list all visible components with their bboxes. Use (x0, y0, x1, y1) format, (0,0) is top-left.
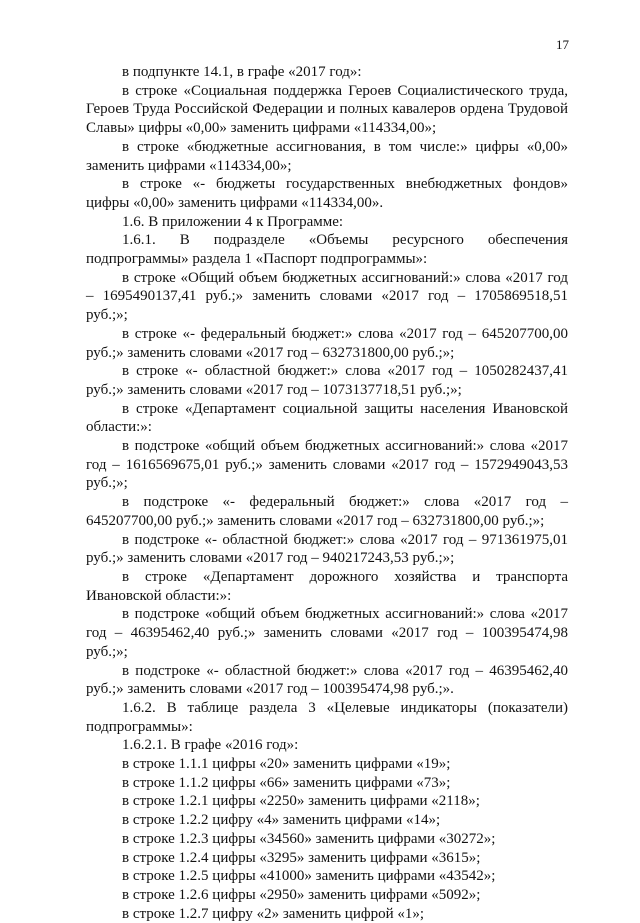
paragraph: в строке «Департамент социальной защиты населения Ивановской области:»: (86, 400, 568, 436)
paragraph: в подстроке «- федеральный бюджет:» слова «2017 год – 645207700,00 руб.;» заменить словами «2017 год – 632731800,00 руб.;»; (86, 494, 568, 529)
paragraph: в строке 1.2.4 цифры «3295» заменить цифрами «3615»; (122, 849, 481, 866)
page-number: 17 (556, 37, 569, 52)
paragraph: в строке 1.2.2 цифру «4» заменить цифрами «14»; (122, 812, 441, 829)
paragraph: в строке 1.2.6 цифры «2950» заменить цифрами «5092»; (122, 886, 481, 903)
paragraph: в подстроке «общий объем бюджетных ассигнований:» слова «2017 год – 1616569675,01 руб.;» заменить словами «2017 год – 1572949043,53 руб.;»; (86, 438, 568, 492)
paragraph: в строке 1.1.2 цифры «66» заменить цифрами «73»; (122, 774, 451, 791)
paragraph: в строке «- областной бюджет:» слова «2017 год – 1050282437,41 руб.;» заменить словами «2017 год – 1073137718,51 руб.;»; (86, 363, 568, 398)
paragraph: в строке «- бюджеты государственных внебюджетных фондов» цифры «0,00» заменить цифрами «114334,00». (86, 176, 568, 211)
paragraph: в строке 1.2.7 цифру «2» заменить цифрой «1»; (122, 905, 425, 922)
paragraph: в подстроке «общий объем бюджетных ассигнований:» слова «2017 год – 46395462,40 руб.;» заменить словами «2017 год – 100395474,98 руб.;»; (86, 606, 568, 660)
paragraph: 1.6.2. В таблице раздела 3 «Целевые индикаторы (показатели) подпрограммы»: (86, 699, 568, 735)
paragraph: в подстроке «- областной бюджет:» слова «2017 год – 971361975,01 руб.;» заменить словами «2017 год – 940217243,53 руб.;»; (86, 531, 568, 567)
paragraph: в подстроке «- областной бюджет:» слова «2017 год – 46395462,40 руб.;» заменить словами «2017 год – 100395474,98 руб.;». (86, 662, 568, 698)
paragraph: в строке «Общий объем бюджетных ассигнований:» слова «2017 год – 1695490137,41 руб.;» заменить словами «2017 год – 1705869518,51 руб.;»; (86, 269, 568, 324)
paragraph: 1.6.2.1. В графе «2016 год»: (122, 737, 299, 754)
paragraph: в строке «- федеральный бюджет:» слова «2017 год – 645207700,00 руб.;» заменить словами «2017 год – 632731800,00 руб.;»; (86, 325, 568, 361)
paragraph: в строке 1.1.1 цифры «20» заменить цифрами «19»; (122, 756, 451, 773)
paragraph: в строке 1.2.5 цифры «41000» заменить цифрами «43542»; (122, 868, 496, 885)
document-body (86, 63, 568, 923)
paragraph: 1.6. В приложении 4 к Программе: (122, 213, 344, 230)
paragraph: в строке «Департамент дорожного хозяйства и транспорта Ивановской области:»: (86, 568, 568, 604)
paragraph: в строке «Социальная поддержка Героев Социалистического труда, Героев Труда Российской Федерации и полных кавалеров ордена Трудовой Славы» цифры «0,00» заменить цифрами «114334,00»; (86, 82, 568, 137)
paragraph: в строке 1.2.3 цифры «34560» заменить цифрами «30272»; (122, 830, 496, 847)
paragraph: в строке 1.2.1 цифры «2250» заменить цифрами «2118»; (122, 793, 480, 810)
paragraph: в строке «бюджетные ассигнования, в том числе:» цифры «0,00» заменить цифрами «114334,00»; (86, 138, 568, 174)
paragraph: 1.6.1. В подразделе «Объемы ресурсного обеспечения подпрограммы» раздела 1 «Паспорт подпрограммы»: (86, 232, 568, 268)
paragraph: в подпункте 14.1, в графе «2017 год»: (122, 64, 362, 80)
